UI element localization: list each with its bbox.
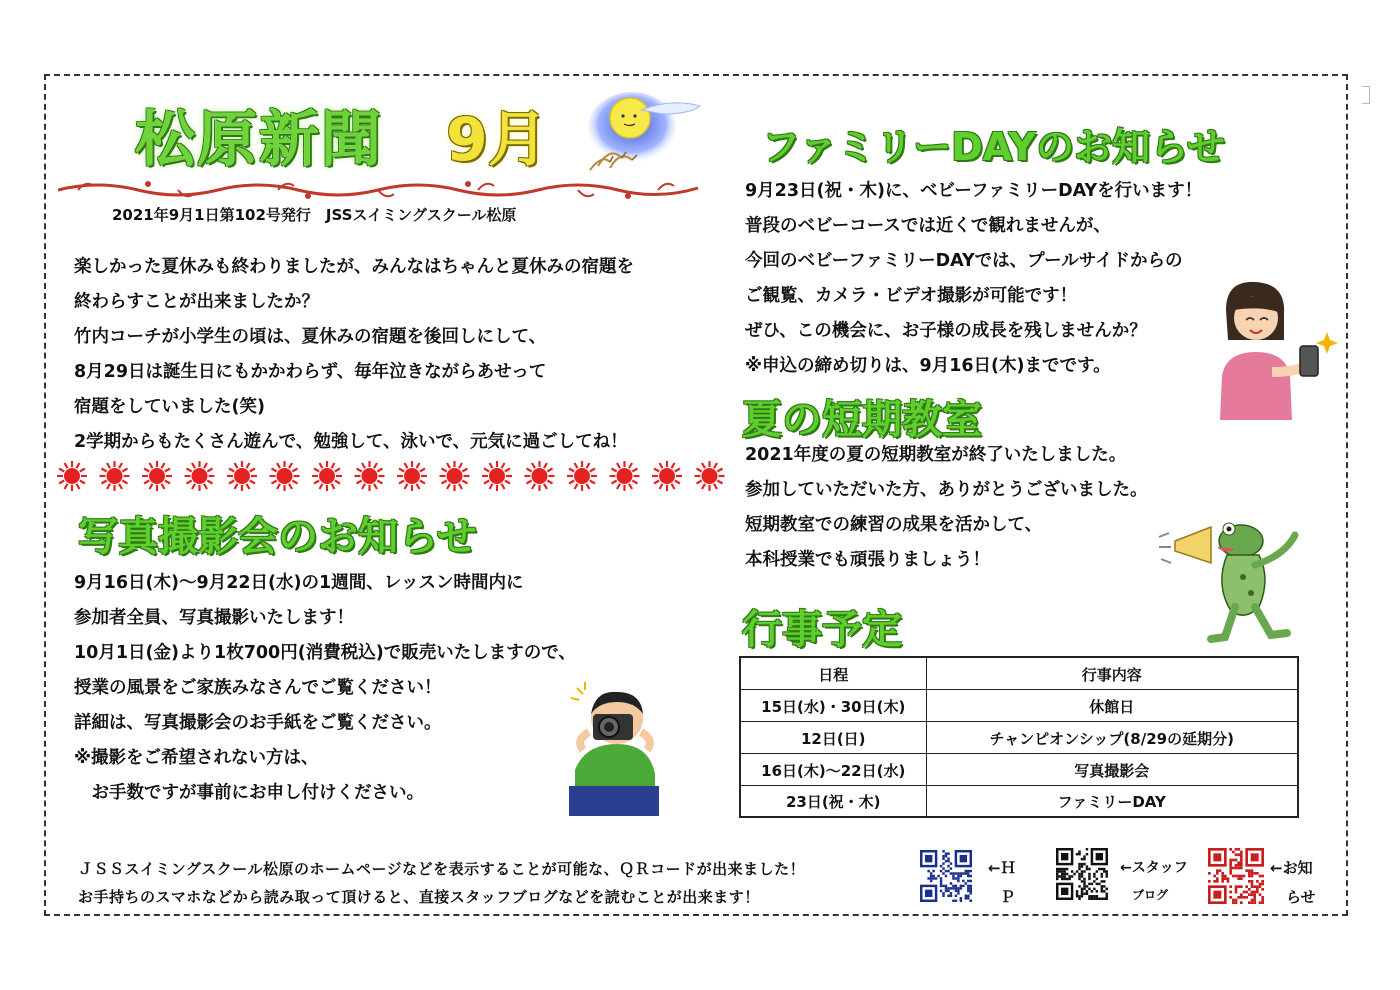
intro-line: 8月29日は誕生日にもかかわらず、毎年泣きながらあせって xyxy=(74,362,547,382)
schedule-header-date: 日程 xyxy=(740,657,926,689)
photo-line: お手数ですが事前にお申し付けください。 xyxy=(74,783,424,803)
woman-phone-icon xyxy=(1212,280,1342,420)
sun-icon xyxy=(355,461,385,491)
frog-megaphone-icon xyxy=(1155,515,1305,645)
sun-icon xyxy=(652,461,682,491)
footer-line-2: お手持ちのスマホなどから読み取って頂けると、直接スタッフブログなどを読むことが出来ます！ xyxy=(78,888,760,906)
footer-line-1: ＪＳＳスイミングスクール松原のホームページなどを表示することが可能な、ＱＲコードが出来ました！ xyxy=(78,860,806,878)
table-row xyxy=(740,753,1298,785)
masthead-title: 松原新聞 xyxy=(135,105,383,175)
family-paragraph xyxy=(745,174,1202,384)
schedule-date: 16日(木)～22日(水) xyxy=(740,753,926,785)
qr-label-news-top: ←お知 xyxy=(1270,859,1313,877)
qr-label-hp-bottom: Ｐ xyxy=(1000,888,1016,906)
moon-icon xyxy=(580,88,720,178)
schedule-title: 行事予定 xyxy=(742,607,902,653)
qr-code-icon[interactable] xyxy=(1208,848,1264,904)
summer-line: 短期教室での練習の成果を活かして、 xyxy=(745,515,1043,535)
schedule-date: 12日(日) xyxy=(740,721,926,753)
masthead-month: 9月 xyxy=(446,105,548,175)
sun-icon xyxy=(100,461,130,491)
vine-decoration xyxy=(58,172,708,202)
family-line: ぜひ、この機会に、お子様の成長を残しませんか？ xyxy=(745,321,1147,341)
intro-paragraph xyxy=(74,250,634,460)
schedule-event: 写真撮影会 xyxy=(926,753,1298,785)
sun-icon xyxy=(397,461,427,491)
photo-line: 授業の風景をご家族みなさんでご覧ください！ xyxy=(74,678,442,698)
sun-icon xyxy=(185,461,215,491)
photo-line: 10月1日(金)より1枚700円(消費税込)で販売いたしますので、 xyxy=(74,643,576,663)
schedule-date: 23日(祝・木) xyxy=(740,785,926,817)
summer-section-title: 夏の短期教室 xyxy=(742,397,982,443)
photo-line: 9月16日(木)～9月22日(水)の1週間、レッスン時間内に xyxy=(74,573,524,593)
table-row xyxy=(740,785,1298,817)
family-line: ご観覧、カメラ・ビデオ撮影が可能です！ xyxy=(745,286,1078,306)
qr-code-icon[interactable] xyxy=(1056,848,1108,900)
qr-label-blog-top: ←スタッフ xyxy=(1120,860,1188,876)
qr-label-hp-top: ←Ｈ xyxy=(988,859,1016,877)
photographer-icon xyxy=(555,680,665,820)
schedule-table xyxy=(739,656,1299,818)
issue-line: 2021年9月1日第102号発行 JSSスイミングスクール松原 xyxy=(112,206,517,224)
family-line: 9月23日(祝・木)に、ベビーファミリーDAYを行います！ xyxy=(745,181,1203,201)
intro-line: 竹内コーチが小学生の頃は、夏休みの宿題を後回しにして、 xyxy=(74,327,547,347)
sun-icon xyxy=(440,461,470,491)
intro-line: 終わらすことが出来ましたか？ xyxy=(74,292,319,312)
sun-icon xyxy=(695,461,725,491)
sun-icon xyxy=(567,461,597,491)
intro-line: 宿題をしていました(笑) xyxy=(74,397,265,417)
sun-icon xyxy=(142,461,172,491)
qr-code-icon[interactable] xyxy=(920,850,972,902)
intro-line: 楽しかった夏休みも終わりましたが、みんなはちゃんと夏休みの宿題を xyxy=(74,257,634,277)
sun-row-decoration xyxy=(54,456,734,496)
schedule-header-row xyxy=(740,657,1298,689)
scroll-indicator xyxy=(1362,86,1370,104)
table-row xyxy=(740,689,1298,721)
qr-label-news-bottom: らせ xyxy=(1286,888,1316,906)
schedule-event: 休館日 xyxy=(926,689,1298,721)
schedule-event: ファミリーDAY xyxy=(926,785,1298,817)
qr-label-blog-bottom: ブログ xyxy=(1132,888,1169,902)
photo-section-title: 写真撮影会のお知らせ xyxy=(78,514,477,560)
summer-line: 2021年度の夏の短期教室が終了いたしました。 xyxy=(745,445,1127,465)
intro-line: 2学期からもたくさん遊んで、勉強して、泳いで、元気に過ごしてね！ xyxy=(74,432,628,452)
photo-paragraph xyxy=(74,566,576,811)
schedule-event: チャンピオンシップ(8/29の延期分) xyxy=(926,721,1298,753)
family-line: 普段のベビーコースでは近くで観れませんが、 xyxy=(745,216,1111,236)
sun-icon xyxy=(312,461,342,491)
schedule-date: 15日(水)・30日(木) xyxy=(740,689,926,721)
sun-icon xyxy=(57,461,87,491)
family-line: ※申込の締め切りは、9月16日(木)までです。 xyxy=(745,356,1111,376)
family-section-title: ファミリーDAYのお知らせ xyxy=(762,125,1225,169)
photo-line: ※撮影をご希望されない方は、 xyxy=(74,748,319,768)
sun-icon xyxy=(482,461,512,491)
photo-line: 参加者全員、写真撮影いたします！ xyxy=(74,608,354,628)
summer-line: 本科授業でも頑張りましょう！ xyxy=(745,550,990,570)
schedule-header-event: 行事内容 xyxy=(926,657,1298,689)
summer-line: 参加していただいた方、ありがとうございました。 xyxy=(745,480,1148,500)
sun-icon xyxy=(270,461,300,491)
summer-paragraph xyxy=(745,438,1148,578)
family-line: 今回のベビーファミリーDAYでは、プールサイドからの xyxy=(745,251,1183,271)
sun-icon xyxy=(227,461,257,491)
table-row xyxy=(740,721,1298,753)
photo-line: 詳細は、写真撮影会のお手紙をご覧ください。 xyxy=(74,713,442,733)
sun-icon xyxy=(610,461,640,491)
sun-icon xyxy=(525,461,555,491)
